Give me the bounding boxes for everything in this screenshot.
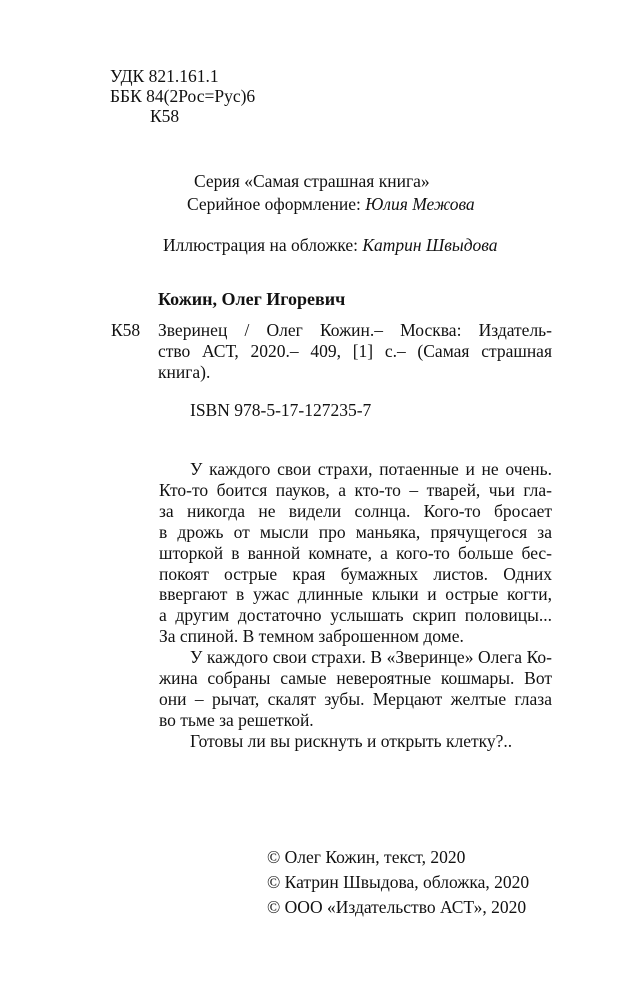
annotation-line: жина собраны самые невероятные кошмары. Вот bbox=[159, 668, 552, 689]
copyright-line: © Катрин Швыдова, обложка, 2020 bbox=[267, 872, 530, 892]
series-design-credit bbox=[187, 193, 475, 215]
annotation-line: они – рычат, скалят зубы. Мерцают желтые глаза bbox=[159, 688, 552, 709]
annotation-line: ввергают в ужас длинные клыки и острые когти, bbox=[159, 584, 552, 605]
description-line: Зверинец / Олег Кожин.– Москва: Издатель- bbox=[158, 320, 552, 340]
udk-code: УДК 821.161.1 bbox=[110, 66, 219, 86]
bbk-code: ББК 84(2Рос=Рус)6 bbox=[110, 86, 256, 106]
description-line: книга). bbox=[158, 362, 211, 382]
annotation-line: за никогда не видели солнца. Кого-то бросает bbox=[159, 500, 552, 521]
entry-code: К58 bbox=[111, 320, 141, 340]
annotation-line: в дрожь от мысли про маньяка, прячущегося за bbox=[159, 521, 552, 542]
annotation-line: во тьме за решеткой. bbox=[159, 709, 314, 730]
annotation-line: Кто-то боится пауков, а кто-то – тварей, чьи гла- bbox=[159, 479, 552, 500]
annotation-line: покоят острые края бумажных листов. Одних bbox=[159, 563, 552, 584]
annotation-line: У каждого свои страхи. В «Зверинце» Олега Ко- bbox=[190, 647, 552, 668]
cover-illustration-name: Катрин Швыдова bbox=[362, 235, 498, 255]
annotation-line: У каждого свои страхи, потаенные и не очень. bbox=[190, 459, 552, 479]
series-design-name: Юлия Межова bbox=[365, 194, 475, 214]
classification-codes bbox=[110, 66, 255, 126]
copyright-line: © ООО «Издательство АСТ», 2020 bbox=[267, 897, 527, 917]
copyright-block bbox=[267, 845, 529, 920]
description-line: ство АСТ, 2020.– 409, [1] с.– (Самая страшная bbox=[158, 341, 552, 361]
cover-illustration-label: Иллюстрация на обложке: bbox=[163, 235, 359, 255]
annotation bbox=[159, 459, 552, 752]
annotation-line: шторкой в ванной комнате, а кого-то больше бес- bbox=[159, 542, 552, 563]
annotation-line: За спиной. В темном заброшенном доме. bbox=[159, 626, 464, 647]
author-mark: К58 bbox=[150, 106, 180, 126]
series-title: Серия «Самая страшная книга» bbox=[194, 171, 430, 191]
author-heading: Кожин, Олег Игоревич bbox=[158, 289, 346, 309]
annotation-line: Готовы ли вы рискнуть и открыть клетку?.. bbox=[190, 730, 513, 751]
annotation-line: а другим достаточно услышать скрип половицы... bbox=[159, 605, 552, 626]
copyright-line: © Олег Кожин, текст, 2020 bbox=[267, 847, 466, 867]
series-design-label: Серийное оформление: bbox=[187, 194, 361, 214]
isbn: ISBN 978-5-17-127235-7 bbox=[190, 400, 372, 420]
cover-illustration-credit bbox=[163, 234, 498, 256]
bibliographic-description bbox=[158, 320, 552, 383]
